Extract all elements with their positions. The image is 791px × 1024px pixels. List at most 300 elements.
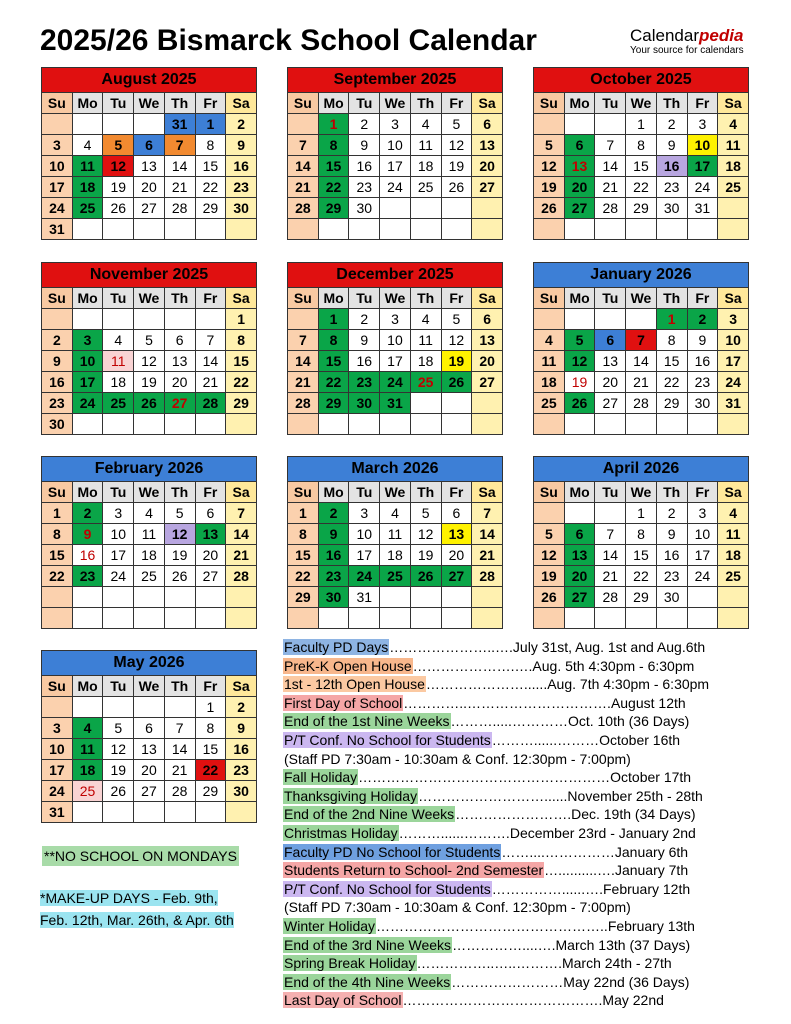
day-cell[interactable]: 2 — [656, 503, 687, 524]
day-cell[interactable]: 15 — [195, 156, 226, 177]
day-cell[interactable] — [195, 219, 226, 240]
day-cell[interactable]: 16 — [226, 156, 257, 177]
day-cell[interactable]: 29 — [656, 393, 687, 414]
day-cell[interactable] — [72, 309, 103, 330]
day-cell[interactable]: 18 — [380, 545, 411, 566]
day-cell[interactable]: 10 — [103, 524, 134, 545]
day-cell[interactable] — [410, 587, 441, 608]
day-cell[interactable] — [534, 309, 565, 330]
day-cell[interactable]: 8 — [42, 524, 73, 545]
day-cell[interactable]: 17 — [42, 177, 73, 198]
day-cell[interactable]: 19 — [134, 372, 165, 393]
day-cell[interactable]: 22 — [656, 372, 687, 393]
day-cell[interactable]: 19 — [534, 177, 565, 198]
day-cell[interactable]: 21 — [626, 372, 657, 393]
day-cell[interactable]: 7 — [226, 503, 257, 524]
day-cell[interactable]: 25 — [380, 566, 411, 587]
day-cell[interactable]: 7 — [195, 330, 226, 351]
day-cell[interactable] — [288, 309, 319, 330]
day-cell[interactable] — [72, 802, 103, 823]
day-cell[interactable] — [134, 608, 165, 629]
day-cell[interactable]: 17 — [349, 545, 380, 566]
day-cell[interactable]: 4 — [410, 309, 441, 330]
day-cell[interactable]: 26 — [134, 393, 165, 414]
day-cell[interactable]: 21 — [164, 760, 195, 781]
day-cell[interactable]: 12 — [534, 156, 565, 177]
day-cell[interactable] — [441, 393, 472, 414]
day-cell[interactable] — [534, 114, 565, 135]
day-cell[interactable]: 22 — [318, 372, 349, 393]
day-cell[interactable]: 24 — [72, 393, 103, 414]
day-cell[interactable]: 30 — [318, 587, 349, 608]
day-cell[interactable]: 6 — [472, 114, 503, 135]
day-cell[interactable]: 10 — [72, 351, 103, 372]
day-cell[interactable] — [164, 219, 195, 240]
day-cell[interactable]: 3 — [687, 114, 718, 135]
day-cell[interactable]: 24 — [42, 781, 73, 802]
day-cell[interactable] — [226, 414, 257, 435]
day-cell[interactable]: 23 — [42, 393, 73, 414]
day-cell[interactable]: 14 — [164, 156, 195, 177]
day-cell[interactable]: 12 — [564, 351, 595, 372]
day-cell[interactable]: 16 — [349, 156, 380, 177]
day-cell[interactable]: 17 — [687, 156, 718, 177]
day-cell[interactable] — [318, 608, 349, 629]
day-cell[interactable]: 22 — [226, 372, 257, 393]
day-cell[interactable]: 9 — [349, 135, 380, 156]
day-cell[interactable] — [134, 414, 165, 435]
day-cell[interactable] — [534, 608, 565, 629]
day-cell[interactable]: 14 — [595, 156, 626, 177]
day-cell[interactable]: 19 — [103, 760, 134, 781]
day-cell[interactable]: 21 — [595, 566, 626, 587]
day-cell[interactable]: 15 — [288, 545, 319, 566]
day-cell[interactable]: 8 — [626, 135, 657, 156]
day-cell[interactable]: 13 — [472, 135, 503, 156]
day-cell[interactable] — [134, 114, 165, 135]
day-cell[interactable]: 23 — [656, 177, 687, 198]
day-cell[interactable]: 22 — [195, 760, 226, 781]
day-cell[interactable]: 11 — [718, 524, 749, 545]
day-cell[interactable]: 21 — [164, 177, 195, 198]
day-cell[interactable]: 26 — [164, 566, 195, 587]
day-cell[interactable]: 14 — [595, 545, 626, 566]
day-cell[interactable]: 8 — [226, 330, 257, 351]
day-cell[interactable]: 29 — [195, 781, 226, 802]
day-cell[interactable]: 10 — [380, 330, 411, 351]
day-cell[interactable]: 21 — [226, 545, 257, 566]
day-cell[interactable]: 20 — [195, 545, 226, 566]
day-cell[interactable]: 12 — [441, 135, 472, 156]
day-cell[interactable]: 25 — [72, 781, 103, 802]
day-cell[interactable] — [595, 414, 626, 435]
day-cell[interactable]: 20 — [564, 177, 595, 198]
day-cell[interactable] — [288, 219, 319, 240]
day-cell[interactable]: 18 — [134, 545, 165, 566]
day-cell[interactable]: 24 — [42, 198, 73, 219]
day-cell[interactable]: 22 — [195, 177, 226, 198]
day-cell[interactable]: 28 — [626, 393, 657, 414]
day-cell[interactable] — [134, 697, 165, 718]
day-cell[interactable]: 30 — [656, 587, 687, 608]
day-cell[interactable]: 28 — [595, 587, 626, 608]
day-cell[interactable]: 19 — [564, 372, 595, 393]
day-cell[interactable]: 5 — [134, 330, 165, 351]
day-cell[interactable]: 25 — [718, 566, 749, 587]
day-cell[interactable]: 8 — [195, 135, 226, 156]
day-cell[interactable]: 6 — [134, 135, 165, 156]
day-cell[interactable]: 27 — [472, 177, 503, 198]
day-cell[interactable]: 21 — [288, 177, 319, 198]
day-cell[interactable]: 5 — [410, 503, 441, 524]
day-cell[interactable]: 25 — [410, 372, 441, 393]
day-cell[interactable]: 27 — [564, 587, 595, 608]
day-cell[interactable]: 3 — [72, 330, 103, 351]
day-cell[interactable] — [441, 198, 472, 219]
day-cell[interactable]: 13 — [195, 524, 226, 545]
day-cell[interactable] — [380, 219, 411, 240]
day-cell[interactable]: 9 — [687, 330, 718, 351]
day-cell[interactable] — [595, 114, 626, 135]
day-cell[interactable]: 25 — [718, 177, 749, 198]
day-cell[interactable] — [164, 414, 195, 435]
day-cell[interactable]: 4 — [103, 330, 134, 351]
day-cell[interactable]: 8 — [318, 330, 349, 351]
day-cell[interactable] — [103, 608, 134, 629]
day-cell[interactable]: 26 — [441, 177, 472, 198]
day-cell[interactable] — [595, 608, 626, 629]
day-cell[interactable]: 17 — [42, 760, 73, 781]
day-cell[interactable]: 12 — [441, 330, 472, 351]
day-cell[interactable]: 31 — [42, 219, 73, 240]
day-cell[interactable] — [410, 608, 441, 629]
day-cell[interactable]: 17 — [103, 545, 134, 566]
day-cell[interactable] — [472, 198, 503, 219]
day-cell[interactable]: 9 — [318, 524, 349, 545]
day-cell[interactable]: 22 — [288, 566, 319, 587]
day-cell[interactable]: 27 — [134, 198, 165, 219]
day-cell[interactable]: 28 — [595, 198, 626, 219]
day-cell[interactable]: 29 — [318, 198, 349, 219]
day-cell[interactable] — [687, 414, 718, 435]
day-cell[interactable]: 5 — [164, 503, 195, 524]
day-cell[interactable]: 16 — [656, 545, 687, 566]
day-cell[interactable]: 9 — [72, 524, 103, 545]
day-cell[interactable]: 25 — [410, 177, 441, 198]
day-cell[interactable]: 16 — [687, 351, 718, 372]
day-cell[interactable]: 31 — [380, 393, 411, 414]
day-cell[interactable] — [72, 414, 103, 435]
day-cell[interactable] — [72, 697, 103, 718]
day-cell[interactable] — [472, 393, 503, 414]
day-cell[interactable]: 9 — [656, 135, 687, 156]
day-cell[interactable] — [103, 587, 134, 608]
day-cell[interactable]: 27 — [595, 393, 626, 414]
day-cell[interactable]: 19 — [534, 566, 565, 587]
day-cell[interactable]: 10 — [687, 524, 718, 545]
day-cell[interactable]: 13 — [472, 330, 503, 351]
day-cell[interactable] — [318, 414, 349, 435]
day-cell[interactable] — [687, 608, 718, 629]
day-cell[interactable]: 15 — [42, 545, 73, 566]
day-cell[interactable] — [410, 219, 441, 240]
day-cell[interactable]: 24 — [687, 177, 718, 198]
day-cell[interactable] — [195, 802, 226, 823]
day-cell[interactable]: 4 — [380, 503, 411, 524]
day-cell[interactable]: 22 — [42, 566, 73, 587]
day-cell[interactable]: 14 — [226, 524, 257, 545]
day-cell[interactable] — [134, 802, 165, 823]
day-cell[interactable]: 5 — [534, 524, 565, 545]
day-cell[interactable]: 15 — [195, 739, 226, 760]
day-cell[interactable]: 11 — [534, 351, 565, 372]
day-cell[interactable]: 2 — [42, 330, 73, 351]
day-cell[interactable]: 8 — [656, 330, 687, 351]
day-cell[interactable]: 26 — [564, 393, 595, 414]
day-cell[interactable] — [410, 414, 441, 435]
day-cell[interactable] — [472, 219, 503, 240]
day-cell[interactable]: 3 — [718, 309, 749, 330]
day-cell[interactable] — [195, 587, 226, 608]
day-cell[interactable] — [103, 802, 134, 823]
day-cell[interactable]: 30 — [349, 198, 380, 219]
day-cell[interactable]: 22 — [626, 177, 657, 198]
day-cell[interactable] — [534, 414, 565, 435]
day-cell[interactable]: 10 — [349, 524, 380, 545]
day-cell[interactable] — [349, 608, 380, 629]
day-cell[interactable]: 20 — [164, 372, 195, 393]
day-cell[interactable]: 1 — [195, 697, 226, 718]
day-cell[interactable]: 2 — [349, 114, 380, 135]
day-cell[interactable] — [164, 802, 195, 823]
day-cell[interactable]: 4 — [718, 114, 749, 135]
day-cell[interactable]: 5 — [441, 309, 472, 330]
day-cell[interactable] — [42, 114, 73, 135]
day-cell[interactable]: 19 — [441, 351, 472, 372]
day-cell[interactable] — [103, 309, 134, 330]
day-cell[interactable]: 6 — [564, 524, 595, 545]
day-cell[interactable]: 31 — [42, 802, 73, 823]
day-cell[interactable]: 23 — [226, 177, 257, 198]
day-cell[interactable] — [656, 219, 687, 240]
day-cell[interactable]: 5 — [441, 114, 472, 135]
day-cell[interactable]: 26 — [534, 587, 565, 608]
day-cell[interactable]: 6 — [134, 718, 165, 739]
day-cell[interactable] — [626, 309, 657, 330]
day-cell[interactable]: 31 — [718, 393, 749, 414]
day-cell[interactable]: 24 — [718, 372, 749, 393]
day-cell[interactable]: 5 — [103, 135, 134, 156]
brand-logo[interactable] — [630, 26, 760, 57]
day-cell[interactable]: 17 — [380, 156, 411, 177]
day-cell[interactable]: 27 — [564, 198, 595, 219]
day-cell[interactable]: 1 — [626, 503, 657, 524]
day-cell[interactable]: 24 — [380, 372, 411, 393]
day-cell[interactable]: 11 — [103, 351, 134, 372]
day-cell[interactable]: 7 — [164, 718, 195, 739]
day-cell[interactable]: 19 — [103, 177, 134, 198]
day-cell[interactable]: 16 — [72, 545, 103, 566]
day-cell[interactable]: 6 — [195, 503, 226, 524]
day-cell[interactable]: 9 — [226, 135, 257, 156]
day-cell[interactable] — [226, 587, 257, 608]
day-cell[interactable] — [288, 608, 319, 629]
day-cell[interactable]: 7 — [164, 135, 195, 156]
day-cell[interactable] — [441, 608, 472, 629]
day-cell[interactable] — [134, 309, 165, 330]
day-cell[interactable]: 29 — [288, 587, 319, 608]
day-cell[interactable]: 3 — [42, 718, 73, 739]
day-cell[interactable]: 5 — [534, 135, 565, 156]
day-cell[interactable] — [626, 608, 657, 629]
day-cell[interactable]: 2 — [687, 309, 718, 330]
day-cell[interactable]: 25 — [72, 198, 103, 219]
day-cell[interactable]: 16 — [349, 351, 380, 372]
day-cell[interactable] — [595, 309, 626, 330]
day-cell[interactable]: 20 — [472, 351, 503, 372]
day-cell[interactable]: 23 — [72, 566, 103, 587]
day-cell[interactable]: 16 — [42, 372, 73, 393]
day-cell[interactable]: 10 — [42, 739, 73, 760]
day-cell[interactable]: 8 — [318, 135, 349, 156]
day-cell[interactable]: 6 — [164, 330, 195, 351]
day-cell[interactable]: 18 — [410, 351, 441, 372]
day-cell[interactable] — [42, 309, 73, 330]
day-cell[interactable]: 25 — [134, 566, 165, 587]
day-cell[interactable] — [42, 587, 73, 608]
day-cell[interactable]: 29 — [626, 198, 657, 219]
day-cell[interactable]: 1 — [42, 503, 73, 524]
day-cell[interactable] — [103, 697, 134, 718]
day-cell[interactable]: 7 — [626, 330, 657, 351]
day-cell[interactable]: 20 — [564, 566, 595, 587]
day-cell[interactable]: 7 — [595, 524, 626, 545]
day-cell[interactable]: 26 — [410, 566, 441, 587]
day-cell[interactable]: 7 — [288, 135, 319, 156]
day-cell[interactable]: 13 — [441, 524, 472, 545]
day-cell[interactable]: 31 — [349, 587, 380, 608]
day-cell[interactable]: 5 — [564, 330, 595, 351]
day-cell[interactable]: 26 — [103, 781, 134, 802]
day-cell[interactable] — [441, 587, 472, 608]
day-cell[interactable]: 11 — [410, 330, 441, 351]
day-cell[interactable]: 1 — [318, 114, 349, 135]
day-cell[interactable] — [195, 414, 226, 435]
day-cell[interactable] — [134, 219, 165, 240]
day-cell[interactable] — [42, 608, 73, 629]
day-cell[interactable]: 21 — [195, 372, 226, 393]
day-cell[interactable] — [656, 414, 687, 435]
day-cell[interactable] — [564, 309, 595, 330]
day-cell[interactable]: 26 — [441, 372, 472, 393]
day-cell[interactable]: 20 — [472, 156, 503, 177]
day-cell[interactable] — [195, 608, 226, 629]
day-cell[interactable]: 6 — [595, 330, 626, 351]
day-cell[interactable]: 12 — [103, 156, 134, 177]
day-cell[interactable]: 6 — [564, 135, 595, 156]
day-cell[interactable]: 17 — [687, 545, 718, 566]
day-cell[interactable] — [564, 414, 595, 435]
day-cell[interactable]: 18 — [718, 545, 749, 566]
day-cell[interactable]: 19 — [164, 545, 195, 566]
day-cell[interactable] — [626, 414, 657, 435]
day-cell[interactable]: 12 — [134, 351, 165, 372]
day-cell[interactable]: 3 — [42, 135, 73, 156]
day-cell[interactable]: 11 — [72, 156, 103, 177]
day-cell[interactable]: 18 — [534, 372, 565, 393]
day-cell[interactable]: 4 — [134, 503, 165, 524]
day-cell[interactable]: 9 — [349, 330, 380, 351]
day-cell[interactable]: 2 — [226, 697, 257, 718]
day-cell[interactable] — [410, 198, 441, 219]
day-cell[interactable]: 27 — [441, 566, 472, 587]
day-cell[interactable]: 26 — [103, 198, 134, 219]
day-cell[interactable] — [718, 198, 749, 219]
day-cell[interactable]: 6 — [441, 503, 472, 524]
day-cell[interactable] — [380, 608, 411, 629]
day-cell[interactable]: 26 — [534, 198, 565, 219]
day-cell[interactable] — [626, 219, 657, 240]
day-cell[interactable]: 18 — [410, 156, 441, 177]
day-cell[interactable] — [564, 608, 595, 629]
day-cell[interactable] — [103, 114, 134, 135]
day-cell[interactable]: 4 — [72, 135, 103, 156]
day-cell[interactable] — [226, 219, 257, 240]
day-cell[interactable]: 18 — [718, 156, 749, 177]
day-cell[interactable] — [687, 587, 718, 608]
day-cell[interactable] — [595, 219, 626, 240]
day-cell[interactable]: 31 — [164, 114, 195, 135]
day-cell[interactable]: 23 — [687, 372, 718, 393]
day-cell[interactable]: 29 — [626, 587, 657, 608]
day-cell[interactable]: 28 — [195, 393, 226, 414]
day-cell[interactable]: 15 — [226, 351, 257, 372]
day-cell[interactable]: 18 — [72, 177, 103, 198]
day-cell[interactable]: 4 — [410, 114, 441, 135]
day-cell[interactable]: 25 — [534, 393, 565, 414]
day-cell[interactable]: 25 — [103, 393, 134, 414]
day-cell[interactable]: 16 — [226, 739, 257, 760]
day-cell[interactable]: 1 — [195, 114, 226, 135]
day-cell[interactable]: 22 — [626, 566, 657, 587]
day-cell[interactable] — [42, 697, 73, 718]
day-cell[interactable] — [226, 802, 257, 823]
day-cell[interactable]: 28 — [288, 198, 319, 219]
day-cell[interactable] — [103, 414, 134, 435]
day-cell[interactable] — [534, 219, 565, 240]
day-cell[interactable]: 16 — [656, 156, 687, 177]
day-cell[interactable]: 28 — [164, 198, 195, 219]
day-cell[interactable]: 24 — [687, 566, 718, 587]
day-cell[interactable]: 9 — [226, 718, 257, 739]
day-cell[interactable]: 2 — [72, 503, 103, 524]
day-cell[interactable]: 30 — [349, 393, 380, 414]
day-cell[interactable]: 23 — [226, 760, 257, 781]
day-cell[interactable]: 27 — [472, 372, 503, 393]
day-cell[interactable] — [380, 414, 411, 435]
day-cell[interactable]: 1 — [656, 309, 687, 330]
day-cell[interactable] — [564, 219, 595, 240]
day-cell[interactable] — [164, 309, 195, 330]
day-cell[interactable]: 14 — [288, 351, 319, 372]
day-cell[interactable]: 2 — [656, 114, 687, 135]
day-cell[interactable]: 4 — [718, 503, 749, 524]
day-cell[interactable]: 12 — [534, 545, 565, 566]
day-cell[interactable]: 30 — [226, 781, 257, 802]
day-cell[interactable]: 10 — [687, 135, 718, 156]
day-cell[interactable] — [441, 414, 472, 435]
day-cell[interactable] — [72, 219, 103, 240]
